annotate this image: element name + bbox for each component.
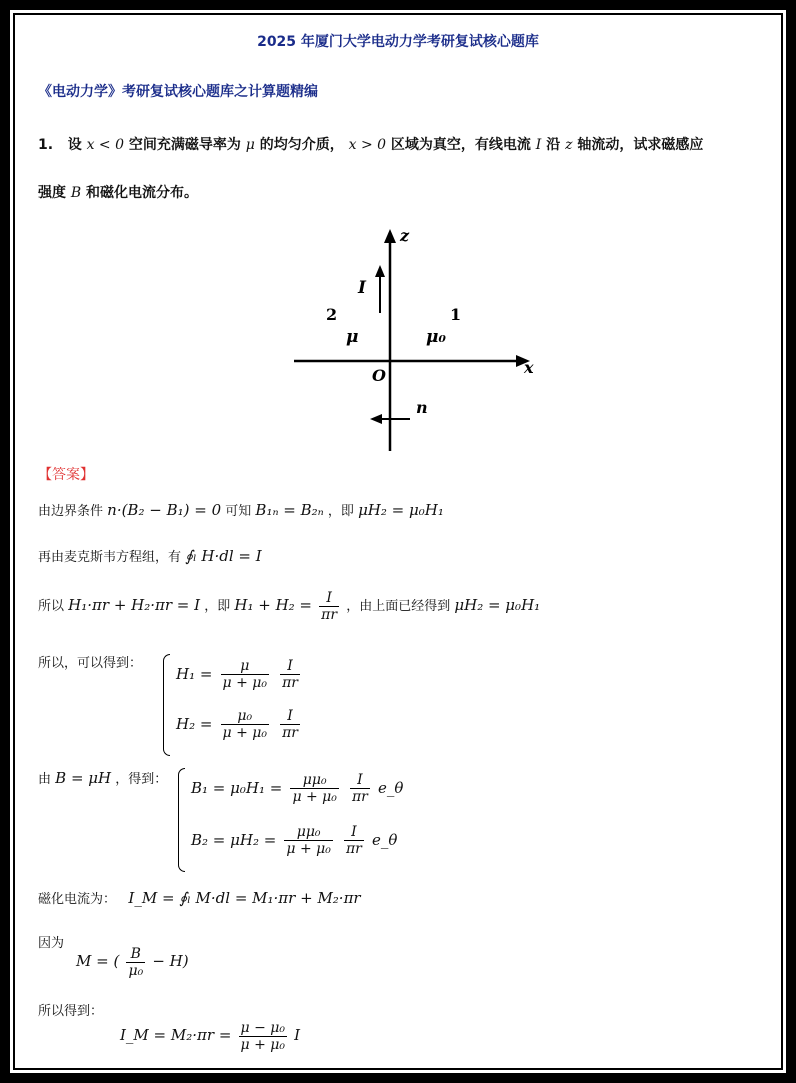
page-frame [8, 8, 788, 1075]
answer-line-3: 所以 H₁·πr + H₂·πr = I ，即 H₁ + H₂ = $\frac{I}{\pi r}$ ，由上面已经得到 μH₂ = μ₀H₁ [38, 590, 541, 623]
answer-line-5: 由 B = μH ，得到： [38, 769, 168, 787]
system-brace-2 [178, 768, 185, 872]
equation-b2: B₂ = μH₂ = $\frac{\text{μμ₀}}{\text{μ + μ₀}}$ $\frac{I}{\pi r}$ e_θ [191, 824, 398, 857]
section-subtitle: 《电动力学》考研复试核心题库之计算题精编 [38, 84, 318, 100]
system-brace-1 [163, 654, 170, 756]
region-1-label: 1 [450, 305, 462, 324]
answer-line-6: 磁化电流为： I_M = ∮ₗ M·dl = M₁·πr + M₂·πr [38, 889, 361, 907]
question-line-1: 1. 设 x < 0 空间充满磁导率为 μ 的均匀介质， x > 0 区域为真空，有线电流 I 沿 z 轴流动，试求磁感应 [38, 137, 704, 153]
region-2-label: 2 [326, 305, 338, 324]
question-number: 1. [38, 137, 54, 153]
equation-h1: H₁ = $\frac{\mu}{\text{μ + μ₀}}$ $\frac{I}{\pi r}$ [176, 658, 298, 691]
answer-line-9: 所以得到： [38, 1004, 104, 1019]
mu0-label: μ₀ [426, 327, 446, 347]
equation-h2: H₂ = $\frac{\text{μ₀}}{\text{μ + μ₀}}$ $\frac{I}{\pi r}$ [176, 708, 298, 741]
answer-line-8: M = ( $\frac{B}{\text{μ₀}}$ − H) [76, 946, 189, 979]
answer-line-4: 所以，可以得到： [38, 656, 143, 671]
answer-line-2: 再由麦克斯韦方程组，有 ∮ₗ H·dl = I [38, 547, 262, 565]
answer-line-1: 由边界条件 n·(B₂ − B₁) = 0 可知 B₁ₙ = B₂ₙ ，即 μH₂ = μ₀H₁ [38, 501, 444, 519]
answer-line-10: I_M = M₂·πr = $\frac{\text{μ − μ₀}}{\text{μ + μ₀}}$ I [120, 1020, 301, 1053]
normal-label: n [416, 398, 428, 417]
x-axis-label: x [524, 358, 534, 377]
answer-line-7: 因为 [38, 936, 65, 951]
answer-label: 【答案】 [38, 467, 94, 483]
document-page [16, 16, 780, 1067]
question-line-2: 强度 B 和磁化电流分布。 [38, 185, 199, 201]
mu-label: μ [346, 327, 359, 347]
z-axis-label: z [400, 226, 410, 245]
current-label: I [358, 278, 366, 298]
coordinate-figure [286, 221, 546, 456]
origin-label: O [372, 366, 386, 385]
equation-b1: B₁ = μ₀H₁ = $\frac{\text{μμ₀}}{\text{μ + μ₀}}$ $\frac{I}{\pi r}$ e_θ [191, 772, 404, 805]
page-header: 2025 年厦门大学电动力学考研复试核心题库 [257, 34, 539, 50]
